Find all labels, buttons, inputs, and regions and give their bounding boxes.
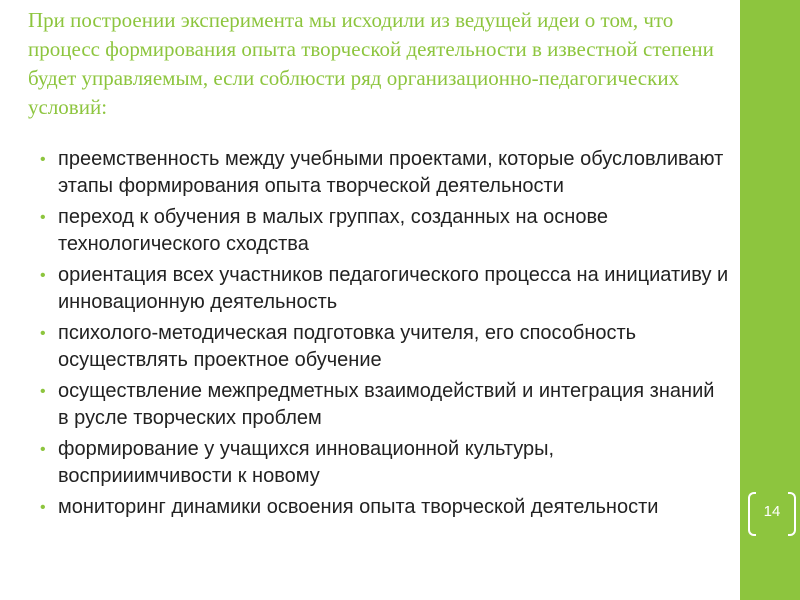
list-item-text: ориентация всех участников педагогического процесса на инициативу и инновационную деятельность bbox=[58, 264, 729, 313]
slide-title: При построении эксперимента мы исходили из ведущей идеи о том, что процесс формирования опыта творческой деятельности в известной степени будет управляемым, если соблюсти ряд организационно-педагогических условий: bbox=[28, 8, 714, 119]
right-bracket-icon bbox=[788, 492, 796, 536]
list-item bbox=[40, 146, 730, 200]
list-item bbox=[40, 262, 730, 316]
bullet-icon: • bbox=[40, 383, 46, 400]
list-item bbox=[40, 204, 730, 258]
list-item-text: мониторинг динамики освоения опыта творческой деятельности bbox=[58, 496, 659, 518]
bullet-icon: • bbox=[40, 209, 46, 226]
bullet-icon: • bbox=[40, 325, 46, 342]
list-item-text: осуществление межпредметных взаимодействий и интеграция знаний в русле творческих проблем bbox=[58, 380, 715, 429]
list-item bbox=[40, 436, 730, 490]
list-item bbox=[40, 378, 730, 432]
page-number-badge bbox=[748, 492, 796, 534]
list-item-text: формирование у учащихся инновационной культуры, восприиимчивости к новому bbox=[58, 438, 555, 487]
bullet-icon: • bbox=[40, 499, 46, 516]
bullet-icon: • bbox=[40, 151, 46, 168]
bullet-icon: • bbox=[40, 441, 46, 458]
page-number: 14 bbox=[763, 503, 781, 520]
list-item-text: психолого-методическая подготовка учителя, его способность осуществлять проектное обучение bbox=[58, 322, 637, 371]
list-item-text: переход к обучения в малых группах, созданных на основе технологического сходства bbox=[58, 206, 608, 255]
list-item-text: преемственность между учебными проектами, которые обусловливают этапы формирования опыта творческой деятельности bbox=[58, 148, 724, 197]
list-item bbox=[40, 320, 730, 374]
bullet-icon: • bbox=[40, 267, 46, 284]
bullet-list bbox=[40, 146, 730, 525]
list-item bbox=[40, 494, 730, 521]
